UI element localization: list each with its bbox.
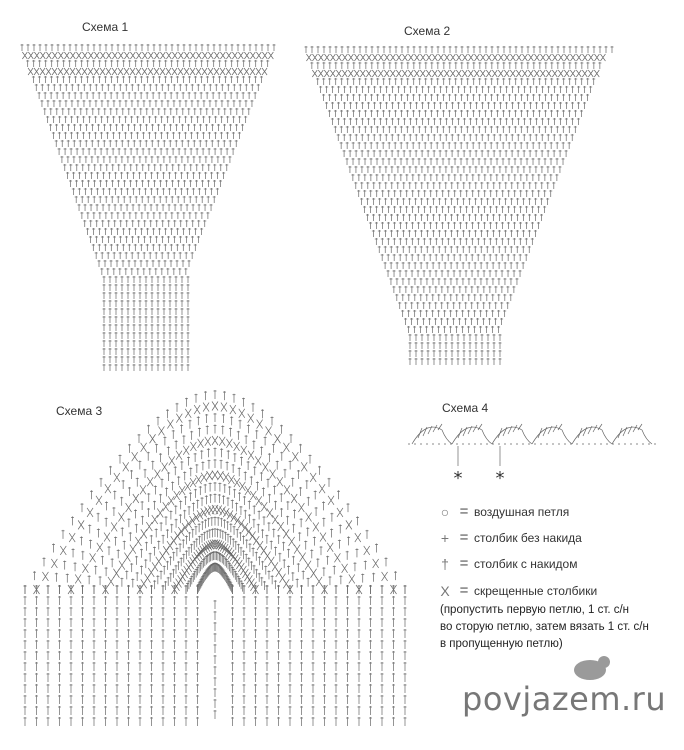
stitch-mark	[355, 533, 361, 542]
stitch-mark	[257, 420, 263, 429]
stitch-mark	[160, 68, 165, 75]
stitch-mark	[262, 52, 267, 59]
stitch-mark	[167, 420, 173, 429]
stitch-mark	[313, 522, 319, 531]
stitch-mark	[558, 54, 563, 61]
stitch-mark	[178, 52, 183, 59]
stitch-mark	[112, 52, 117, 59]
stitch-mark	[250, 68, 255, 75]
stitch-mark	[336, 70, 341, 77]
stitch-mark	[408, 54, 413, 61]
stitch-mark	[230, 405, 236, 414]
stitch-mark	[154, 52, 159, 59]
stitch-mark	[114, 473, 120, 482]
stitch-mark	[94, 68, 99, 75]
stitch-mark	[366, 70, 371, 77]
stitch-mark	[408, 70, 413, 77]
stitch-mark	[132, 452, 138, 461]
stitch-mark	[336, 54, 341, 61]
stitch-mark	[516, 70, 521, 77]
stitch-mark	[468, 54, 473, 61]
stitch-mark	[320, 533, 326, 542]
stitch-mark	[330, 54, 335, 61]
stitch-mark	[178, 68, 183, 75]
stitch-mark	[150, 434, 156, 443]
stitch-mark	[166, 68, 171, 75]
stitch-mark	[142, 68, 147, 75]
stitch-mark	[148, 68, 153, 75]
stitch-mark	[468, 70, 473, 77]
stitch-mark	[198, 439, 204, 448]
stitch-mark	[342, 54, 347, 61]
stitch-mark	[268, 52, 273, 59]
stitch-mark	[564, 70, 569, 77]
stitch-mark	[450, 70, 455, 77]
stitch-mark	[516, 54, 521, 61]
stitch-mark	[373, 559, 379, 568]
stitch-mark	[588, 54, 593, 61]
stitch-mark	[82, 68, 87, 75]
stitch-mark	[148, 52, 153, 59]
stitch-mark	[87, 508, 93, 517]
stitch-mark	[396, 70, 401, 77]
stitch-mark	[154, 68, 159, 75]
stitch-mark	[462, 54, 467, 61]
stitch-mark	[90, 553, 96, 562]
stitch-mark	[284, 485, 290, 494]
stitch-mark	[301, 462, 307, 471]
stitch-mark	[190, 68, 195, 75]
stitch-mark	[78, 520, 84, 529]
stitch-mark	[76, 52, 81, 59]
stitch-mark	[342, 564, 348, 573]
stitch-mark	[414, 70, 419, 77]
stitch-mark	[498, 54, 503, 61]
stitch-mark	[136, 68, 141, 75]
stitch-mark	[480, 70, 485, 77]
stitch-mark	[402, 54, 407, 61]
stitch-mark	[486, 54, 491, 61]
stitch-mark	[438, 54, 443, 61]
stitch-mark	[126, 503, 132, 512]
stitch-mark	[558, 70, 563, 77]
stitch-mark	[172, 68, 177, 75]
stitch-mark	[136, 52, 141, 59]
stitch-mark	[202, 68, 207, 75]
stitch-mark	[360, 54, 365, 61]
stitch-mark	[75, 574, 81, 583]
stitch-mark	[312, 70, 317, 77]
stitch-mark	[64, 52, 69, 59]
stitch-mark	[239, 409, 245, 418]
stitch-mark	[69, 533, 75, 542]
stitch-mark	[106, 68, 111, 75]
stitch-mark	[262, 68, 267, 75]
stitch-mark	[348, 70, 353, 77]
stitch-mark	[319, 484, 325, 493]
stitch-mark	[492, 54, 497, 61]
stitch-mark	[118, 68, 123, 75]
stitch-mark	[546, 70, 551, 77]
stitch-mark	[106, 52, 111, 59]
stitch-mark	[582, 70, 587, 77]
stitch-mark	[510, 70, 515, 77]
stitch-mark	[594, 54, 599, 61]
stitch-mark	[384, 54, 389, 61]
stitch-mark	[238, 68, 243, 75]
stitch-mark	[250, 52, 255, 59]
stitch-mark	[255, 456, 261, 465]
stitch-mark	[203, 403, 209, 412]
stitch-mark	[190, 442, 196, 451]
stitch-mark	[474, 54, 479, 61]
stitch-mark	[208, 68, 213, 75]
stitch-mark	[111, 522, 117, 531]
stitch-mark	[346, 520, 352, 529]
stitch-mark	[124, 68, 129, 75]
stitch-mark	[196, 68, 201, 75]
stitch-mark	[205, 437, 211, 446]
stitch-mark	[130, 68, 135, 75]
stitch-mark	[438, 70, 443, 77]
stitch-mark	[133, 494, 139, 503]
stitch-mark	[82, 52, 87, 59]
stitch-mark	[310, 473, 316, 482]
stitch-mark	[372, 70, 377, 77]
scheme-3-diagram	[24, 390, 407, 726]
stitch-mark	[232, 68, 237, 75]
stitch-mark	[169, 456, 175, 465]
stitch-mark	[504, 70, 509, 77]
stitch-mark	[378, 54, 383, 61]
stitch-mark	[534, 54, 539, 61]
stitch-mark	[123, 462, 129, 471]
stitch-mark	[147, 477, 153, 486]
stitch-mark	[378, 70, 383, 77]
stitch-mark	[248, 414, 254, 423]
stitch-mark	[266, 426, 272, 435]
stitch-mark	[241, 446, 247, 455]
stitch-mark	[88, 68, 93, 75]
stitch-mark	[176, 414, 182, 423]
stitch-mark	[324, 70, 329, 77]
stitch-mark	[248, 451, 254, 460]
stitch-mark	[214, 52, 219, 59]
stitch-mark	[212, 436, 218, 445]
stitch-mark	[522, 54, 527, 61]
stitch-mark	[324, 54, 329, 61]
stitch-mark	[498, 70, 503, 77]
stitch-mark	[141, 443, 147, 452]
stitch-mark	[158, 426, 164, 435]
stitch-mark	[196, 52, 201, 59]
stitch-mark	[185, 409, 191, 418]
stitch-mark	[184, 52, 189, 59]
stitch-mark	[58, 52, 63, 59]
stitch-mark	[334, 553, 340, 562]
stitch-mark	[94, 52, 99, 59]
stitch-mark	[52, 68, 57, 75]
stitch-mark	[202, 52, 207, 59]
stitch-mark	[226, 68, 231, 75]
scheme-1-diagram	[21, 44, 276, 371]
stitch-mark	[528, 54, 533, 61]
stitch-mark	[546, 54, 551, 61]
stitch-mark	[172, 52, 177, 59]
stitch-mark	[40, 68, 45, 75]
stitch-mark	[432, 70, 437, 77]
stitch-mark	[318, 70, 323, 77]
stitch-mark	[105, 484, 111, 493]
stitch-mark	[232, 52, 237, 59]
stitch-mark	[238, 52, 243, 59]
stitch-mark	[540, 70, 545, 77]
stitch-mark	[184, 68, 189, 75]
stitch-mark	[262, 463, 268, 472]
stitch-mark	[40, 52, 45, 59]
stitch-mark	[42, 572, 48, 581]
stitch-mark	[432, 54, 437, 61]
stitch-mark	[382, 572, 388, 581]
stitch-mark	[140, 485, 146, 494]
stitch-mark	[450, 54, 455, 61]
stitch-mark	[349, 574, 355, 583]
stitch-mark	[214, 68, 219, 75]
stitch-mark	[552, 70, 557, 77]
stitch-mark	[328, 496, 334, 505]
stitch-mark	[480, 54, 485, 61]
stitch-mark	[306, 54, 311, 61]
stitch-mark	[88, 52, 93, 59]
stitch-mark	[510, 54, 515, 61]
stitch-mark	[402, 70, 407, 77]
stitch-mark	[70, 68, 75, 75]
stitch-mark	[244, 68, 249, 75]
stitch-mark	[244, 52, 249, 59]
stitch-mark	[220, 52, 225, 59]
stitch-mark	[256, 52, 261, 59]
stitch-mark	[194, 405, 200, 414]
stitch-mark	[154, 470, 160, 479]
stitch-mark	[277, 477, 283, 486]
stitch-mark	[104, 533, 110, 542]
stitch-mark	[504, 54, 509, 61]
stitch-mark	[522, 70, 527, 77]
stitch-mark	[226, 52, 231, 59]
stitch-mark	[291, 494, 297, 503]
stitch-mark	[372, 54, 377, 61]
stitch-mark	[34, 68, 39, 75]
stitch-mark	[330, 70, 335, 77]
stitch-mark	[570, 54, 575, 61]
stitch-mark	[600, 54, 605, 61]
stitch-mark	[570, 70, 575, 77]
stitch-mark	[190, 52, 195, 59]
stitch-mark	[22, 52, 27, 59]
stitch-mark	[292, 452, 298, 461]
stitch-mark	[220, 68, 225, 75]
stitch-mark	[183, 446, 189, 455]
stitch-mark	[58, 68, 63, 75]
stitch-mark	[270, 470, 276, 479]
stitch-mark	[420, 70, 425, 77]
stitch-mark	[34, 52, 39, 59]
stitch-mark	[396, 54, 401, 61]
stitch-mark	[348, 54, 353, 61]
stitch-mark	[528, 70, 533, 77]
stitch-mark	[166, 52, 171, 59]
stitch-mark	[582, 54, 587, 61]
stitch-mark	[226, 439, 232, 448]
stitch-mark	[564, 54, 569, 61]
stitch-mark	[456, 70, 461, 77]
stitch-mark	[82, 564, 88, 573]
stitch-mark	[118, 513, 124, 522]
stitch-mark	[540, 54, 545, 61]
stitch-mark	[390, 70, 395, 77]
stitch-mark	[219, 437, 225, 446]
stitch-mark	[100, 52, 105, 59]
stitch-mark	[46, 68, 51, 75]
stitch-mark	[444, 54, 449, 61]
stitch-mark	[306, 513, 312, 522]
stitch-mark	[474, 70, 479, 77]
stitch-mark	[576, 70, 581, 77]
stitch-mark	[390, 54, 395, 61]
stitch-mark	[283, 443, 289, 452]
stitch-mark	[70, 52, 75, 59]
stitch-mark	[366, 54, 371, 61]
stitch-mark	[60, 546, 66, 555]
stitch-mark	[426, 70, 431, 77]
stitch-mark	[486, 70, 491, 77]
stitch-mark	[337, 508, 343, 517]
stitch-mark	[124, 52, 129, 59]
stitch-mark	[420, 54, 425, 61]
stitch-mark	[176, 451, 182, 460]
stitch-mark	[318, 54, 323, 61]
stitch-mark	[360, 70, 365, 77]
stitch-mark	[76, 68, 81, 75]
stitch-mark	[298, 503, 304, 512]
stitch-mark	[118, 52, 123, 59]
stitch-mark	[234, 442, 240, 451]
stitch-mark	[456, 54, 461, 61]
stitch-mark	[342, 70, 347, 77]
stitch-mark	[97, 543, 103, 552]
stitch-mark	[52, 52, 57, 59]
stitch-mark	[51, 559, 57, 568]
stitch-mark	[552, 54, 557, 61]
stitch-mark	[96, 496, 102, 505]
stitch-mark	[64, 68, 69, 75]
stitch-mark	[327, 543, 333, 552]
stitch-mark	[142, 52, 147, 59]
stitch-mark	[594, 70, 599, 77]
stitch-mark	[364, 546, 370, 555]
stitch-mark	[426, 54, 431, 61]
stitch-mark	[576, 54, 581, 61]
stitch-mark	[162, 463, 168, 472]
stitch-mark	[534, 70, 539, 77]
stitch-mark	[588, 70, 593, 77]
stitch-mark	[221, 403, 227, 412]
stitch-mark	[212, 402, 218, 411]
stitch-mark	[274, 434, 280, 443]
stitch-mark	[354, 70, 359, 77]
stitch-mark	[312, 54, 317, 61]
scheme-2-diagram	[305, 46, 614, 365]
stitch-mark	[354, 54, 359, 61]
stitch-mark	[28, 52, 33, 59]
stitch-mark	[462, 70, 467, 77]
stitch-mark	[160, 52, 165, 59]
stitch-mark	[256, 68, 261, 75]
stitch-mark	[208, 52, 213, 59]
stitch-mark	[492, 70, 497, 77]
stitch-mark	[414, 54, 419, 61]
stitch-mark	[28, 68, 33, 75]
stitch-mark	[100, 68, 105, 75]
stitch-mark	[384, 70, 389, 77]
stitch-mark	[46, 52, 51, 59]
stitch-mark	[112, 68, 117, 75]
stitch-mark	[444, 70, 449, 77]
stitch-mark	[130, 52, 135, 59]
